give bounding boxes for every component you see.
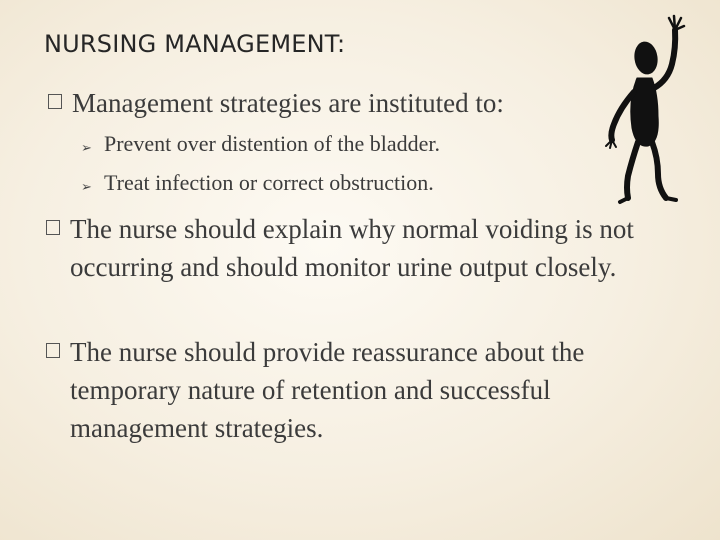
sub-bullet-item xyxy=(81,168,434,198)
bullet-text: The nurse should provide reassurance about the temporary nature of retention and successful management strategies. xyxy=(70,337,585,443)
slide-title: NURSING MANAGEMENT: xyxy=(44,30,346,58)
checkbox-bullet-icon xyxy=(46,220,60,235)
arrow-bullet-icon: ➢ xyxy=(81,141,92,156)
bullet-item xyxy=(70,333,650,447)
checkbox-bullet-icon xyxy=(48,94,62,109)
checkbox-bullet-icon xyxy=(46,343,60,358)
bullet-text: Management strategies are instituted to: xyxy=(72,88,504,118)
bullet-item xyxy=(72,84,672,122)
sub-bullet-item xyxy=(81,129,441,159)
sub-bullet-text: Prevent over distention of the bladder. xyxy=(104,131,441,156)
sub-bullet-text: Treat infection or correct obstruction. xyxy=(104,170,434,195)
stick-figure-waving-icon xyxy=(592,8,704,208)
bullet-text: The nurse should explain why normal voiding is not occurring and should monitor urine output closely. xyxy=(70,214,634,282)
bullet-item xyxy=(70,210,670,286)
arrow-bullet-icon: ➢ xyxy=(81,180,92,195)
